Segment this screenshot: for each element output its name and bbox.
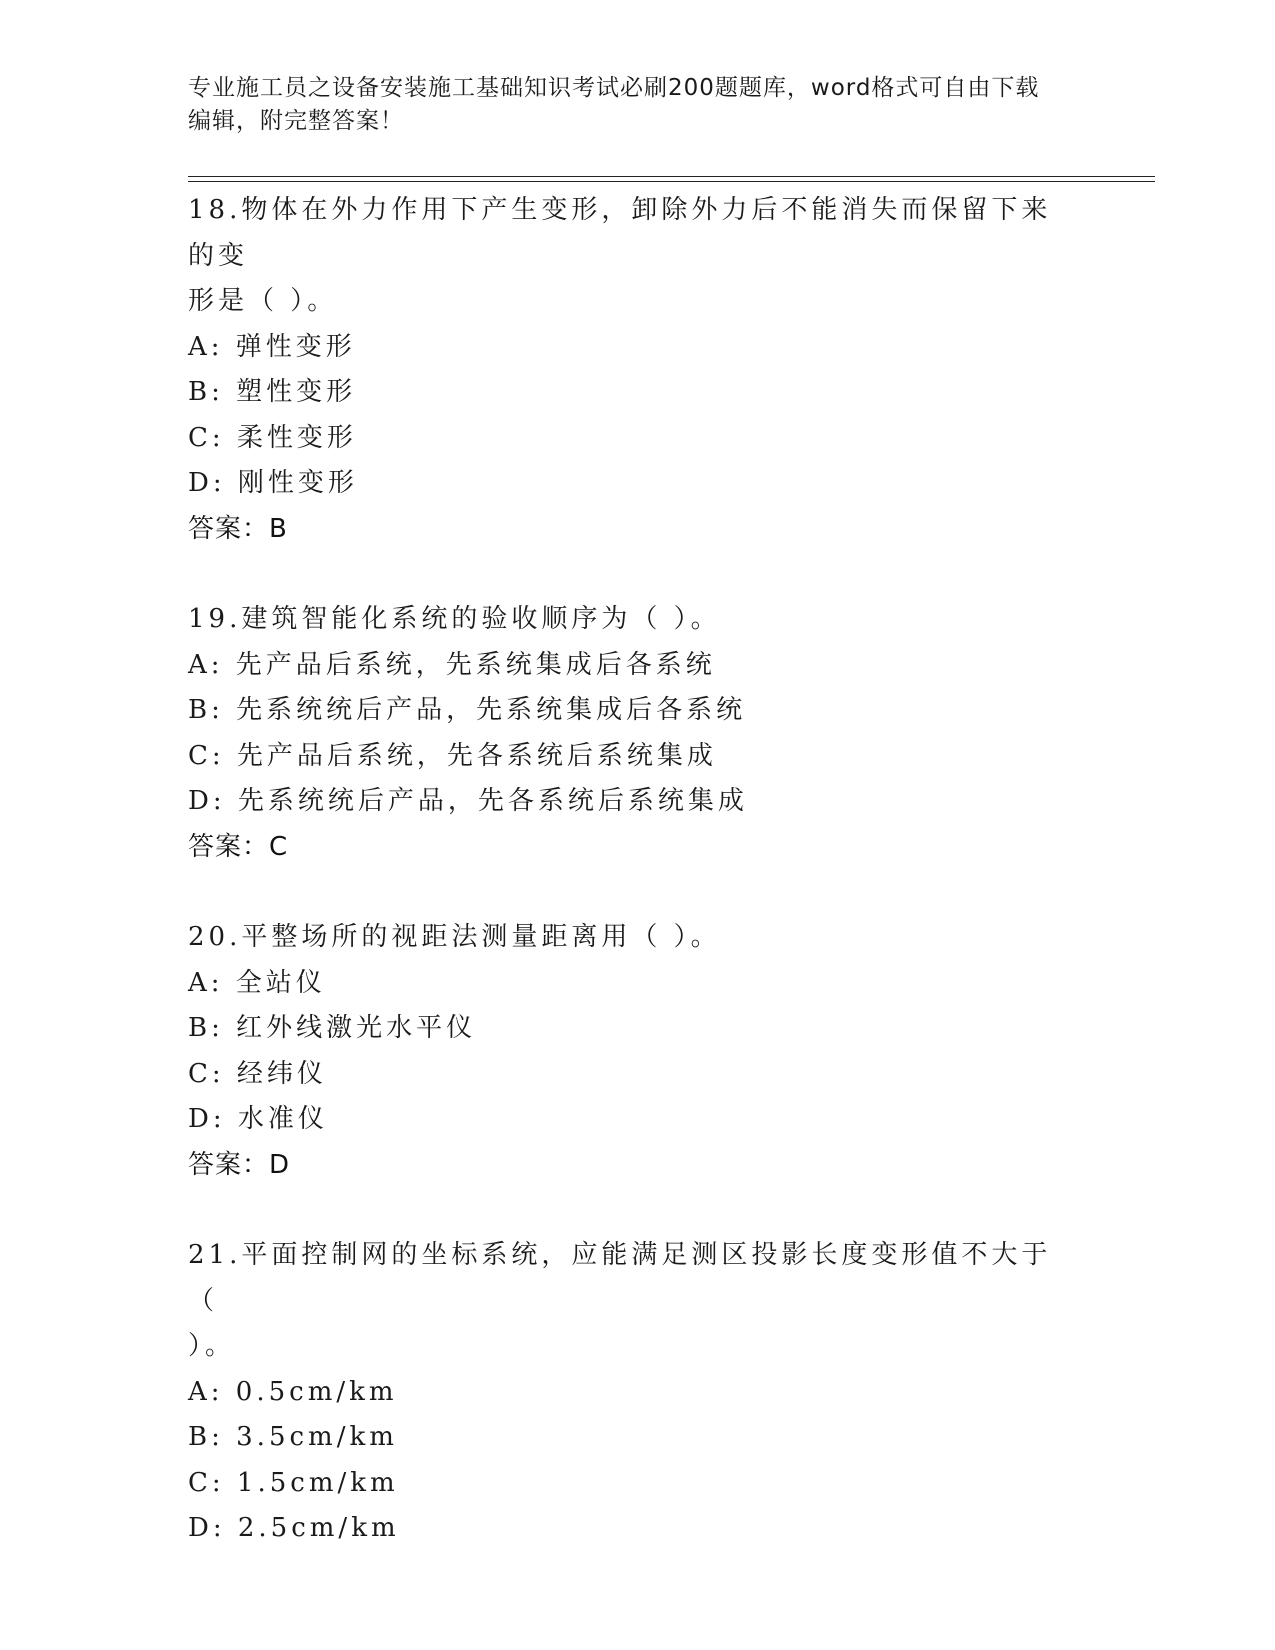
option-d: D: 先系统统后产品，先各系统后系统集成: [188, 786, 748, 816]
question-stem: 19.建筑智能化系统的验收顺序为（ ）。: [188, 604, 721, 634]
header-line-2: 编辑，附完整答案！: [188, 108, 404, 134]
answer: 答案：C: [188, 831, 289, 862]
option-d: D: 水准仪: [188, 1104, 328, 1134]
answer: 答案：D: [188, 1149, 291, 1180]
question-stem-continued: ）。: [188, 1331, 236, 1361]
option-c: C: 1.5cm/km: [188, 1467, 399, 1498]
spacer: [188, 552, 1088, 597]
option-a: A: 全站仪: [188, 967, 326, 998]
question-18: [188, 188, 1088, 552]
question-19: [188, 597, 1088, 870]
header-divider-top: [188, 176, 1155, 177]
option-a: A: 0.5cm/km: [188, 1376, 398, 1407]
question-20: [188, 915, 1088, 1188]
option-c: C: 先产品后系统，先各系统后系统集成: [188, 740, 717, 771]
question-list: [188, 188, 1088, 1552]
header-line-1: 专业施工员之设备安装施工基础知识考试必刷200题题库，word格式可自由下载: [188, 75, 1040, 101]
question-21: [188, 1233, 1088, 1552]
header-divider-bottom: [188, 181, 1155, 182]
question-stem: 21.平面控制网的坐标系统，应能满足测区投影长度变形值不大于（: [188, 1240, 1052, 1316]
option-b: B: 3.5cm/km: [188, 1422, 398, 1452]
question-stem-continued: 形是（ ）。: [188, 286, 338, 316]
option-a: A: 先产品后系统，先系统集成后各系统: [188, 649, 716, 680]
option-c: C: 柔性变形: [188, 422, 357, 453]
option-b: B: 先系统统后产品，先系统集成后各系统: [188, 695, 747, 725]
spacer: [188, 1188, 1088, 1233]
question-stem: 18.物体在外力作用下产生变形，卸除外力后不能消失而保留下来的变: [188, 195, 1052, 271]
question-stem: 20.平整场所的视距法测量距离用（ ）。: [188, 922, 721, 952]
spacer: [188, 870, 1088, 915]
option-c: C: 经纬仪: [188, 1058, 327, 1089]
option-b: B: 红外线激光水平仪: [188, 1013, 477, 1043]
option-d: D: 刚性变形: [188, 468, 358, 498]
answer: 答案：B: [188, 513, 288, 544]
option-d: D: 2.5cm/km: [188, 1513, 400, 1543]
option-a: A: 弹性变形: [188, 331, 356, 362]
option-b: B: 塑性变形: [188, 377, 357, 407]
document-header: [188, 72, 1068, 138]
